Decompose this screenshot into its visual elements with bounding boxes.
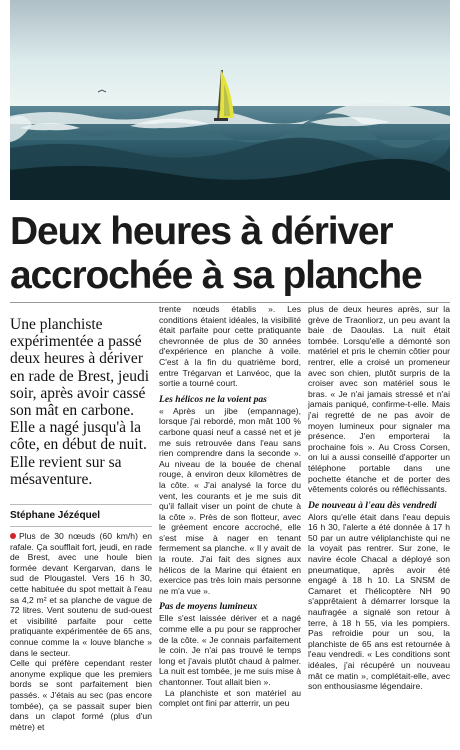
paragraph: trente nœuds établis ». Les conditions étaient idéales, la visibilité était parfaite pour cette pratiquante chevronnée de plus de 30 années d'expérience en planche à voile. C'est à la fin du quatrième bord, entre Trégarvan et Lanvéoc, que la sortie a tourné court. <box>159 304 301 389</box>
paragraph: Celle qui préfère cependant rester anonyme explique que les premiers bords se sont parfaitement bien passés. « J'étais au sec (pas encore tombée), ça se passait super bien dans un clapot formé (plus d'un mètre) et <box>10 658 152 732</box>
bullet-icon <box>10 533 16 539</box>
headline-line-1: Deux heures à dériver <box>10 210 393 253</box>
subheading: Les hélicos ne la voient pas <box>159 393 267 405</box>
headline-line-2: accrochée à sa planche <box>10 254 422 297</box>
paragraph: Elle s'est laissée dériver et a nagé comme elle a pu pour se rapprocher de la côte. « Je connais parfaitement le coin. Je n'ai pas trouvé le temps long et j'avais plutôt chaud à palmer. La nuit est tombée, je me suis mise à chantonner. Tout allait bien ». <box>159 613 301 687</box>
subheading: Pas de moyens lumineux <box>159 601 258 613</box>
article-column-3 <box>308 304 450 750</box>
article-column-2 <box>159 304 301 750</box>
article-column-1 <box>10 531 152 747</box>
divider <box>10 526 152 527</box>
lead-text: Une planchiste expérimentée a passé deux heures à dériver en rade de Brest, jeudi soir, après avoir cassé son mât en carbone. Elle a nagé jusqu'à la côte, en début de nuit. Elle revient sur sa mésaventure. <box>10 316 150 488</box>
paragraph: « Après un jibe (empannage), lorsque j'ai rebordé, mon mât 100 % carbone quasi neuf a cassé net et je me suis retrouvée dans l'eau sans rien comprendre dans la seconde ». Au niveau de la bouée de chenal rouge, à environ deux kilomètres de la côte. « J'ai analysé la force du vent, les courants et je me suis dit qu'il fallait viser un point de chute à la côte ». Près de son flotteur, avec le gréement encore accroché, elle s'est mise à nager en tenant fermement sa planche. « Il y avait de la route. J'ai fait des signes aux hélicos de la Marine qui étaient en exercice pas très loin mais personne ne m'a vue ». <box>159 405 301 596</box>
windsurfer-on-rough-sea-photo <box>10 0 450 200</box>
paragraph: Alors qu'elle était dans l'eau depuis 16 h 30, l'alerte a été donnée à 17 h 50 par un autre véliplanchiste qui ne la voyait pas rentrer. Sur zone, le navire école Chacal a déployé son pneumatique, après avoir été engagé à 18 h 10. La SNSM de Camaret et l'hélicoptère NH 90 s'apprêtaient à démarrer lorsque la naufragée a signalé son retour à terre, à 18 h 55, via les pompiers. Pas refroidie pour un sou, la planchiste de 65 ans est retournée à l'eau vendredi. « Les conditions sont idéales, j'ai récupéré un nouveau mât ce matin », complétait-elle, avec son enthousiasme légendaire. <box>308 511 450 692</box>
divider <box>10 504 152 505</box>
subheading: De nouveau à l'eau dès vendredi <box>308 499 437 511</box>
article-lead <box>10 316 152 488</box>
article-photo <box>10 0 450 200</box>
paragraph-text: Plus de 30 nœuds (60 km/h) en rafale. Ça soufflait fort, jeudi, en rade de Brest, avec une houle bien formée devant Kergarvan, dans le sud de Plougastel. Vers 16 h 30, cette habituée du spot mettait à l'eau sa 4,2 m² et sa planche de vague de 72 litres. Vent soutenu de sud-ouest et visibilité parfaite pour cette pratiquante expérimentée de 65 ans, connue comme la « louve blanche » dans le secteur. <box>10 531 152 658</box>
paragraph: plus de deux heures après, sur la grève de Traonliorz, un peu avant la baie de Daoulas. La nuit était tombée. Lorsqu'elle a démonté son matériel et pris le chemin côtier pour rentrer, elle a croisé un promeneur avec son chien, plutôt surpris de la croiser avec son matériel sous le bras. « Je n'ai jamais stressé et n'ai jamais paniqué, confirme-t-elle. Mais j'ai regretté de ne pas avoir de moyen lumineux pour signaler ma présence. J'en emporterai la prochaine fois ». Au Cross Corsen, on lui a aussi conseillé d'apporter un téléphone portable dans une pochette étanche et de porter des vêtements colorés ou réfléchissants. <box>308 304 450 495</box>
author-byline: Stéphane Jézéquel <box>10 510 101 521</box>
article-headline <box>10 210 450 298</box>
paragraph: La planchiste et son matériel au complet ont fini par atterrir, un peu <box>159 687 301 709</box>
divider <box>10 302 450 303</box>
paragraph <box>10 531 152 658</box>
